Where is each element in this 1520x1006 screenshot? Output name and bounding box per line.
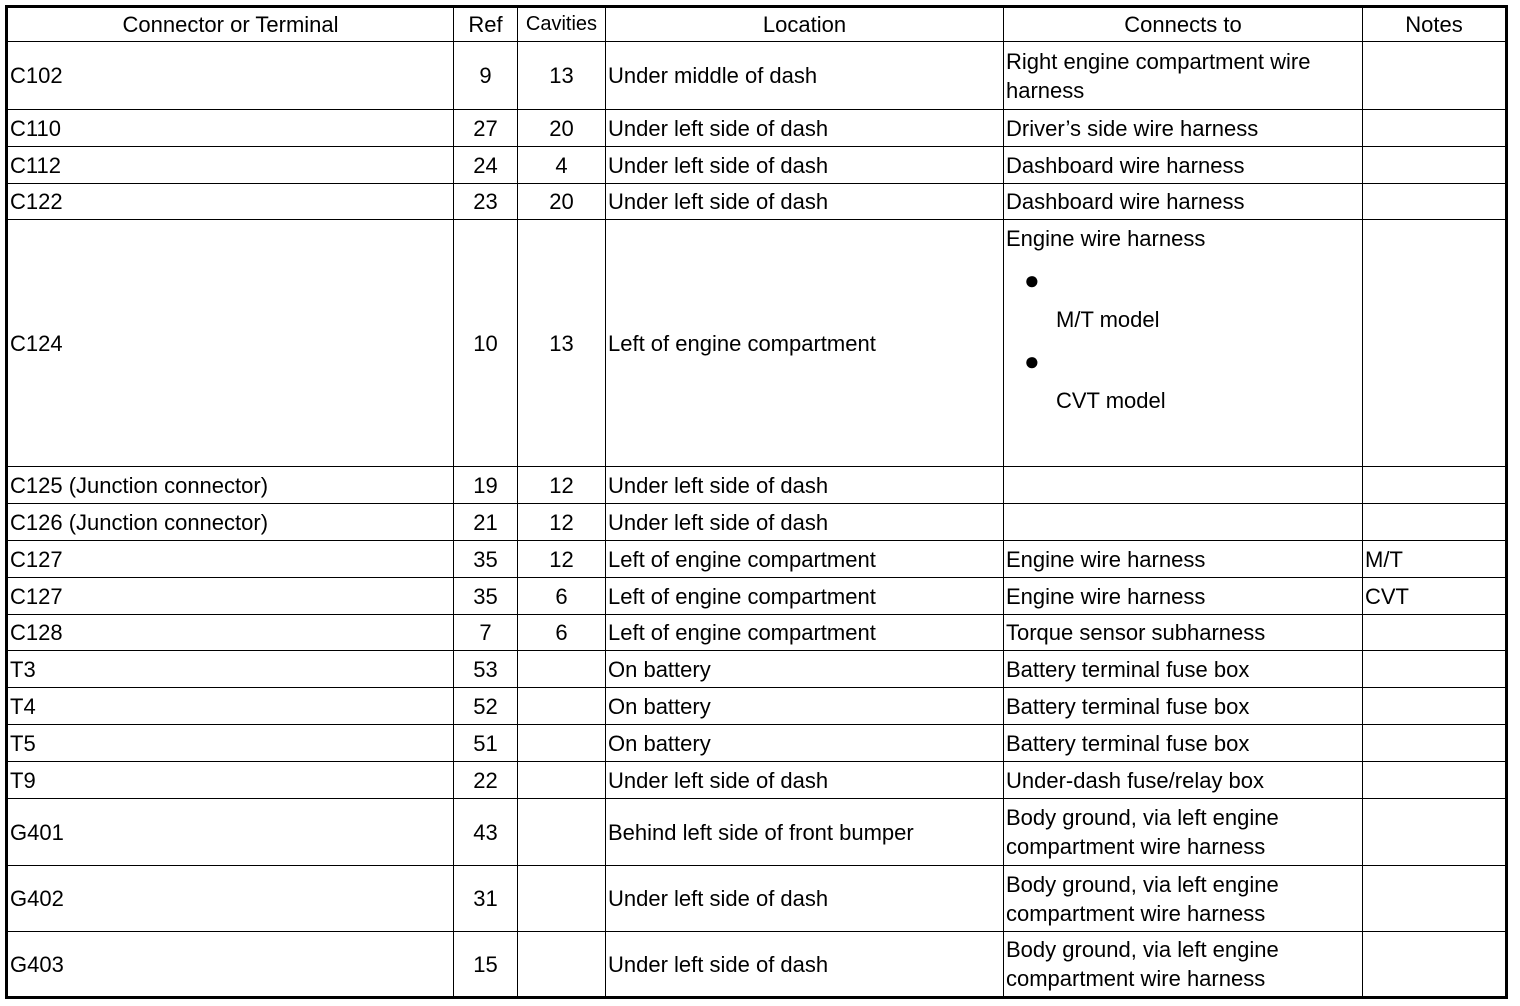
cell-location: Under left side of dash (606, 184, 1004, 220)
cell-ref: 19 (454, 467, 518, 504)
cell-ref: 35 (454, 541, 518, 578)
cell-ref: 51 (454, 725, 518, 762)
cell-location: On battery (606, 688, 1004, 725)
cell-cavities (518, 932, 606, 998)
cell-notes: M/T (1363, 541, 1507, 578)
cell-ref: 23 (454, 184, 518, 220)
cell-location: Under left side of dash (606, 504, 1004, 541)
header-ref: Ref (454, 7, 518, 42)
cell-connector: C128 (7, 615, 454, 651)
bullet-item (1006, 346, 1360, 415)
table-row (7, 615, 1507, 651)
bullet-item (1006, 265, 1360, 334)
cell-ref: 35 (454, 578, 518, 615)
table-row (7, 541, 1507, 578)
cell-location: Left of engine compartment (606, 615, 1004, 651)
cell-cavities: 20 (518, 110, 606, 147)
cell-cavities: 12 (518, 467, 606, 504)
cell-cavities: 6 (518, 578, 606, 615)
cell-ref: 22 (454, 762, 518, 799)
cell-location: On battery (606, 725, 1004, 762)
cell-location: Under middle of dash (606, 42, 1004, 110)
cell-ref: 15 (454, 932, 518, 998)
cell-connector: C110 (7, 110, 454, 147)
cell-connector: C112 (7, 147, 454, 184)
cell-location: Under left side of dash (606, 147, 1004, 184)
cell-notes (1363, 110, 1507, 147)
cell-notes (1363, 42, 1507, 110)
cell-cavities (518, 866, 606, 932)
table-row (7, 725, 1507, 762)
table-row (7, 688, 1507, 725)
connects-text: Engine wire harness (1006, 226, 1206, 251)
cell-cavities: 6 (518, 615, 606, 651)
cell-ref: 21 (454, 504, 518, 541)
cell-connector: T5 (7, 725, 454, 762)
cell-notes (1363, 762, 1507, 799)
table-row (7, 932, 1507, 998)
cell-ref: 7 (454, 615, 518, 651)
cell-connector: T3 (7, 651, 454, 688)
cell-notes (1363, 615, 1507, 651)
cell-location: Under left side of dash (606, 467, 1004, 504)
cell-cavities (518, 725, 606, 762)
cell-location: On battery (606, 651, 1004, 688)
cell-notes (1363, 688, 1507, 725)
table-row (7, 184, 1507, 220)
table-row (7, 110, 1507, 147)
cell-connects: Body ground, via left engine compartment wire harness (1004, 866, 1363, 932)
header-cavities: Cavities (518, 7, 606, 42)
cell-connector: C127 (7, 541, 454, 578)
cell-ref: 10 (454, 220, 518, 467)
table-row (7, 651, 1507, 688)
header-location: Location (606, 7, 1004, 42)
cell-connects: Battery terminal fuse box (1004, 651, 1363, 688)
cell-cavities: 13 (518, 42, 606, 110)
table-row (7, 467, 1507, 504)
cell-notes (1363, 504, 1507, 541)
header-connector: Connector or Terminal (7, 7, 454, 42)
bullet-text: CVT model (1056, 388, 1166, 413)
cell-ref: 52 (454, 688, 518, 725)
cell-notes: CVT (1363, 578, 1507, 615)
cell-cavities (518, 762, 606, 799)
cell-connects: Dashboard wire harness (1004, 147, 1363, 184)
cell-connects: Engine wire harness (1004, 578, 1363, 615)
header-connects-to: Connects to (1004, 7, 1363, 42)
cell-cavities: 20 (518, 184, 606, 220)
cell-connects: Battery terminal fuse box (1004, 725, 1363, 762)
cell-cavities (518, 651, 606, 688)
cell-connects: Engine wire harness (1004, 541, 1363, 578)
cell-location: Behind left side of front bumper (606, 799, 1004, 866)
cell-notes (1363, 866, 1507, 932)
cell-location: Left of engine compartment (606, 541, 1004, 578)
cell-location: Left of engine compartment (606, 220, 1004, 467)
cell-connector: C124 (7, 220, 454, 467)
cell-connects: Driver’s side wire harness (1004, 110, 1363, 147)
cell-ref: 9 (454, 42, 518, 110)
cell-connects: Battery terminal fuse box (1004, 688, 1363, 725)
cell-notes (1363, 799, 1507, 866)
cell-connects: Torque sensor subharness (1004, 615, 1363, 651)
cell-connector: C102 (7, 42, 454, 110)
cell-cavities (518, 799, 606, 866)
cell-connects (1004, 467, 1363, 504)
cell-cavities: 4 (518, 147, 606, 184)
cell-location: Under left side of dash (606, 110, 1004, 147)
cell-connects: Body ground, via left engine compartment wire harness (1004, 932, 1363, 998)
cell-ref: 27 (454, 110, 518, 147)
cell-connects: Dashboard wire harness (1004, 184, 1363, 220)
bullet-icon: ● (1024, 265, 1040, 295)
header-notes: Notes (1363, 7, 1507, 42)
cell-notes (1363, 467, 1507, 504)
cell-connector: C125 (Junction connector) (7, 467, 454, 504)
cell-notes (1363, 651, 1507, 688)
cell-connector: C126 (Junction connector) (7, 504, 454, 541)
table-row (7, 799, 1507, 866)
cell-connects: Under-dash fuse/relay box (1004, 762, 1363, 799)
cell-cavities: 12 (518, 541, 606, 578)
table-row (7, 220, 1507, 467)
cell-notes (1363, 932, 1507, 998)
bullet-icon: ● (1024, 346, 1040, 376)
table-row (7, 866, 1507, 932)
cell-connector: G403 (7, 932, 454, 998)
cell-cavities: 13 (518, 220, 606, 467)
cell-cavities (518, 688, 606, 725)
cell-ref: 43 (454, 799, 518, 866)
cell-notes (1363, 147, 1507, 184)
cell-location: Left of engine compartment (606, 578, 1004, 615)
cell-connector: C127 (7, 578, 454, 615)
table-row (7, 578, 1507, 615)
cell-ref: 24 (454, 147, 518, 184)
cell-location: Under left side of dash (606, 866, 1004, 932)
cell-connects: Right engine compartment wire harness (1004, 42, 1363, 110)
cell-connector: T9 (7, 762, 454, 799)
cell-notes (1363, 725, 1507, 762)
connector-table (5, 5, 1508, 999)
cell-notes (1363, 220, 1507, 467)
cell-connects (1004, 504, 1363, 541)
cell-connects: Body ground, via left engine compartment wire harness (1004, 799, 1363, 866)
cell-connector: C122 (7, 184, 454, 220)
bullet-text: M/T model (1056, 307, 1160, 332)
cell-notes (1363, 184, 1507, 220)
cell-cavities: 12 (518, 504, 606, 541)
cell-connector: T4 (7, 688, 454, 725)
cell-ref: 31 (454, 866, 518, 932)
cell-connects (1004, 220, 1363, 467)
table-row (7, 147, 1507, 184)
cell-location: Under left side of dash (606, 762, 1004, 799)
table-row (7, 504, 1507, 541)
cell-location: Under left side of dash (606, 932, 1004, 998)
cell-ref: 53 (454, 651, 518, 688)
cell-connector: G401 (7, 799, 454, 866)
header-row (7, 7, 1507, 42)
cell-connector: G402 (7, 866, 454, 932)
table-row (7, 42, 1507, 110)
table-row (7, 762, 1507, 799)
